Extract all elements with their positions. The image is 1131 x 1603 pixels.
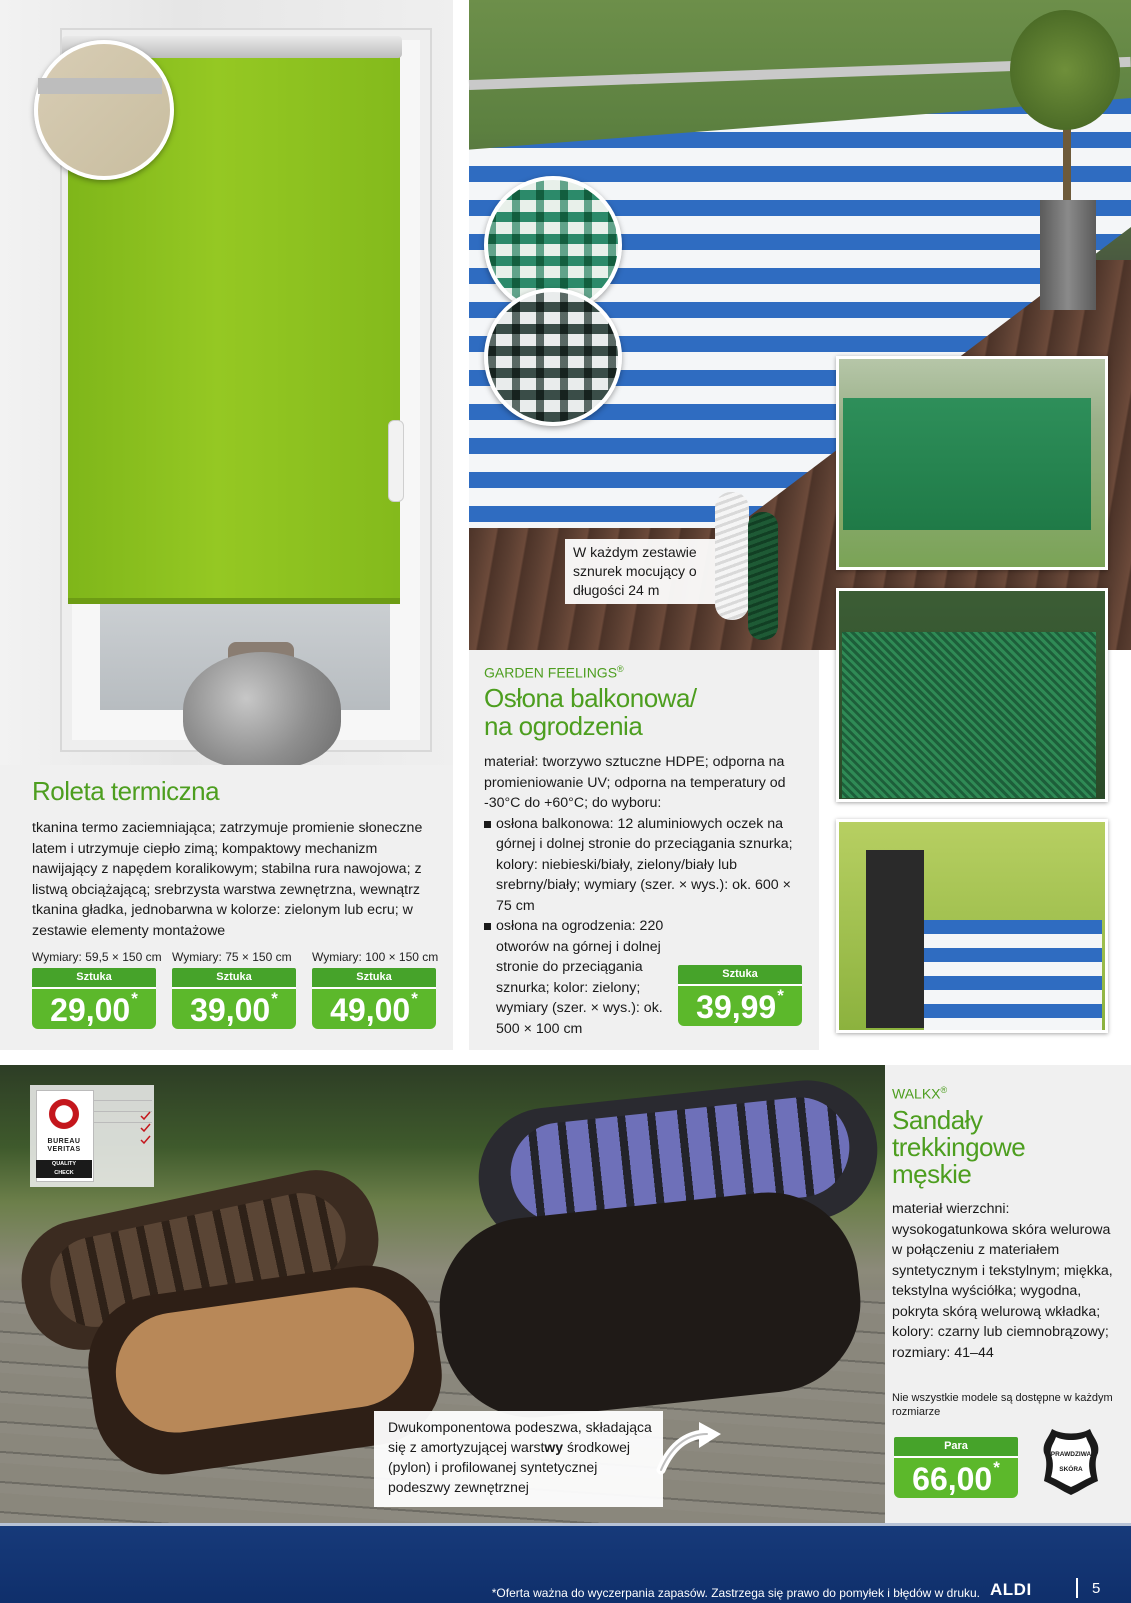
green-rope-coil — [748, 512, 778, 640]
blind-price-tag-2 — [172, 968, 296, 1029]
roller-blind-description: tkanina termo zaciemniająca; zatrzymuje promienie słoneczne latem i utrzymuje ciepło zimą; kompaktowy mechanizm nawijający z napędem koralikowym; stabilna rura nawojowa; z listwą obciążającą; srebrzysta warstwa zewnętrzna, wewnątrz tkanina gładka, jednobarwna w kolorze: zielonym lub ecru; w zestawie elementy montażowe — [32, 820, 423, 939]
page-number: 5 — [1092, 1580, 1101, 1597]
balcony-option-2: osłona na ogrodzenia: 220 otworów na górnej i dolnej stronie do przeciągania sznurka; kolor: zielony; wymiary (szer. × wys.): ok. 500 × 100 cm — [484, 916, 671, 1039]
sandals-price-tag — [894, 1437, 1018, 1498]
blind-size-1: Wymiary: 59,5 × 150 cm — [32, 950, 162, 964]
decorative-vase — [183, 652, 341, 768]
footer-disclaimer: *Oferta ważna do wyczerpania zapasów. Zastrzega się prawo do pomyłek i błędów w druku. — [491, 1586, 980, 1600]
balcony-intro: materiał: tworzywo sztuczne HDPE; odporna na promieniowanie UV; odporna na temperatury od -30°C do +60°C; do wyboru: — [484, 754, 786, 811]
price-unit: Sztuka — [172, 968, 296, 987]
quality-check-text: QUALITY CHECK — [36, 1160, 92, 1178]
price-unit: Sztuka — [678, 965, 802, 984]
window-handle — [388, 420, 404, 502]
sole-caption: Dwukomponentowa podeszwa, składająca się z amortyzującej warstwy środkowej (pylon) i profilowanej syntetycznej podeszwy zewnętrznej — [374, 1411, 663, 1507]
balcony-option-1: osłona balkonowa: 12 aluminiowych oczek na górnej i dolnej stronie do przeciągania sznurka; kolory: niebieski/biały, zielony/biały lub srebrny/biały; wymiary (szer. × wys.): ok. 600 × 75 cm — [484, 814, 804, 917]
blind-size-3: Wymiary: 100 × 150 cm — [312, 950, 439, 964]
price-unit: Sztuka — [32, 968, 156, 987]
balcony-cover-title: Osłona balkonowa/ na ogrodzenia — [484, 683, 697, 741]
blue-white-cover-closeup — [924, 920, 1102, 1030]
price-value: 49,00* — [312, 987, 436, 1029]
ecru-color-swatch — [34, 40, 174, 180]
genuine-leather-icon — [1042, 1425, 1100, 1497]
walkx-brand: WALKX® — [892, 1085, 948, 1102]
fence-post — [866, 850, 924, 1028]
white-rope-coil — [715, 492, 749, 620]
leather-label-top: PRAWDZIWA — [1050, 1451, 1092, 1458]
price-value: 66,00* — [894, 1456, 1018, 1498]
potted-tree — [1010, 10, 1120, 130]
aldi-logo: ALDI — [990, 1580, 1032, 1599]
swatch-roller — [38, 78, 162, 94]
blind-price-tag-1 — [32, 968, 156, 1029]
size-availability-note: Nie wszystkie modele są dostępne w każdym rozmiarze — [892, 1392, 1113, 1418]
curved-arrow-icon — [655, 1420, 725, 1476]
silver-white-swatch — [484, 288, 622, 426]
price-unit: Sztuka — [312, 968, 436, 987]
garden-feelings-brand: GARDEN FEELINGS® — [484, 664, 624, 681]
blind-price-tag-3 — [312, 968, 436, 1029]
green-net-mesh — [842, 632, 1096, 798]
checkmark-icons — [140, 1110, 152, 1150]
price-value: 39,99* — [678, 984, 802, 1026]
balcony-price-tag — [678, 965, 802, 1026]
footer-divider — [1076, 1578, 1078, 1598]
green-fence-cover — [843, 398, 1091, 530]
sandals-title: Sandały trekkingowe męskie — [892, 1105, 1026, 1189]
bureau-veritas-emblem-icon — [44, 1094, 84, 1134]
price-value: 39,00* — [172, 987, 296, 1029]
plant-pot — [1040, 200, 1096, 310]
price-unit: Para — [894, 1437, 1018, 1456]
rope-caption: W każdym zestawie sznurek mocujący o długości 24 m — [565, 539, 721, 604]
blind-size-2: Wymiary: 75 × 150 cm — [172, 950, 292, 964]
roller-blind-title: Roleta termiczna — [32, 776, 220, 806]
leather-label-bottom: SKÓRA — [1059, 1466, 1083, 1473]
bureau-veritas-text: BUREAU VERITAS — [47, 1138, 81, 1153]
sandals-description: materiał wierzchni: wysokogatunkowa skóra welurowa w połączeniu z materiałem syntetycznym i tekstylnym; miękka, tekstylna wyściółka; wygodna, pokryta skórą welurową wkładka; kolory: czarny lub ciemnobrązowy; rozmiary: 41–44 — [892, 1201, 1113, 1361]
price-value: 29,00* — [32, 987, 156, 1029]
